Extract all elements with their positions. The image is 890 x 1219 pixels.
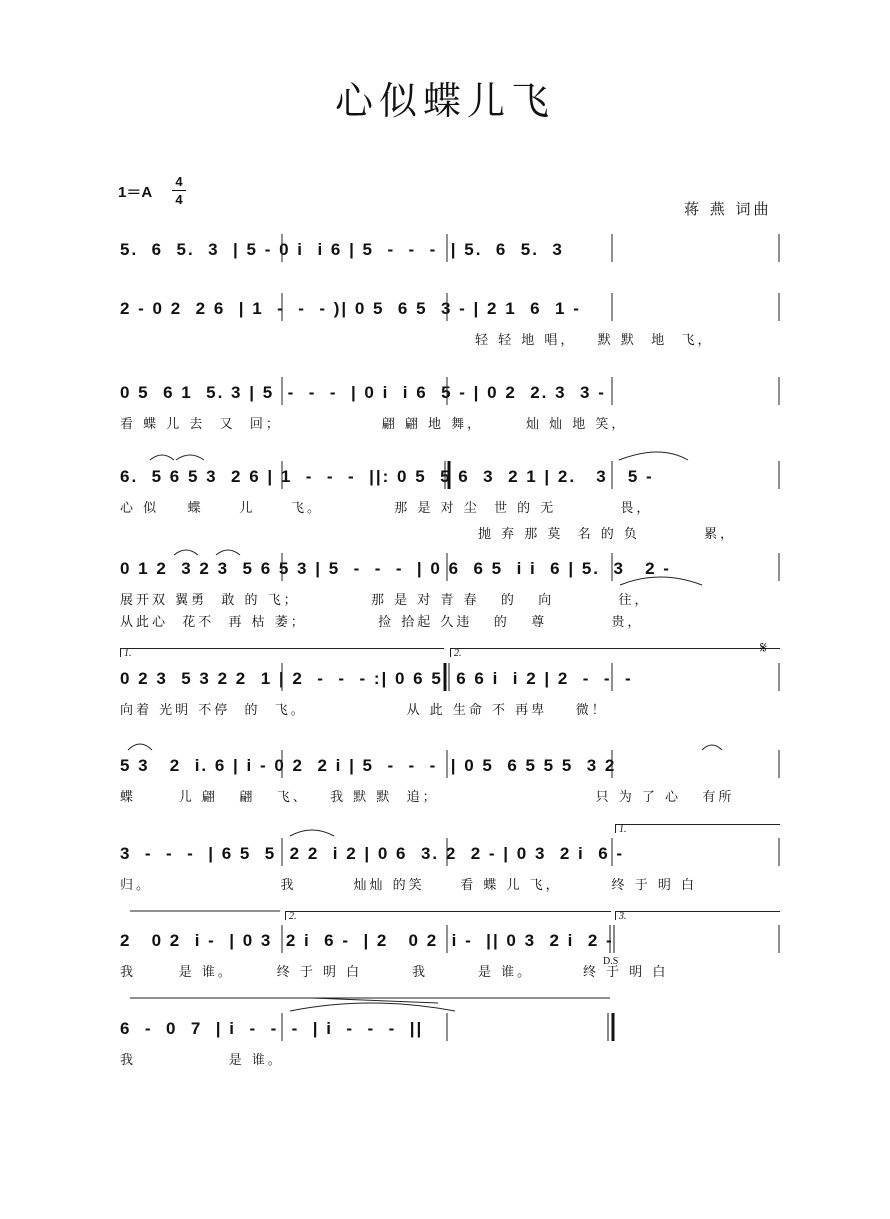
volta-1: 1.: [120, 648, 444, 657]
time-signature-bottom: 4: [175, 192, 183, 207]
lyrics-line-4b: 抛 弃 那 莫 名 的 负 累，: [478, 527, 737, 542]
volta-2-second: 2.: [285, 911, 611, 920]
volta-2: 2.: [450, 648, 780, 657]
lyrics-line-5b: 从此心 花不 再 枯 萎； 捡 拾起 久违 的 尊 贵，: [120, 615, 644, 630]
notes-line-1: 5. 6 5. 3 | 5 - 0 i i 6 | 5 - - - | 5. 6 5. 3: [120, 240, 564, 259]
lyrics-line-7: 蝶 儿 翩 翩 飞、 我 默 默 追； 只 为 了 心 有所: [120, 790, 735, 805]
notes-line-6: 0 2 3 5 3 2 2 1 | 2 - - - :| 0 6 5 6 6 i i 2 | 2 - - -: [120, 669, 633, 688]
notes-line-7: 5 3 2 i. 6 | i - 0 2 2 i | 5 - - - | 0 5 6 5 5 5 3 2: [120, 756, 617, 775]
author-credit: 蒋 燕 词曲: [684, 200, 772, 218]
lyrics-line-10: 我 是 谁。: [120, 1053, 284, 1068]
lyrics-line-6: 向着 光明 不停 的 飞。 从 此 生命 不 再卑 微！: [120, 703, 608, 718]
notes-line-4: 6. 5 6 5 3 2 6 | 1 - - - ||: 0 5 5 6 3 2 1 | 2. 3 5 -: [120, 467, 654, 486]
lyrics-line-8: 归。 我 灿灿 的笑 看 蝶 儿 飞， 终 于 明 白: [120, 878, 697, 893]
song-title: 心似蝶儿飞: [334, 79, 555, 123]
notes-line-8: 3 - - - | 6 5 5 2 2 i 2 | 0 6 3. 2 2 - | 0 3 2 i 6 -: [120, 844, 625, 863]
lyrics-line-3: 看 蝶 儿 去 又 回； 翩 翩 地 舞， 灿 灿 地 笑，: [120, 417, 628, 432]
lyrics-line-9: 我 是 谁。 终 于 明 白 我 是 谁。 终 于 明 白: [120, 965, 669, 980]
notes-line-10: 6 - 0 7 | i - - - | i - - - ||: [120, 1019, 424, 1038]
dal-segno-mark: D.S: [603, 956, 619, 967]
lyrics-line-4a: 心 似 蝶 儿 飞。 那 是 对 尘 世 的 无 畏，: [120, 501, 653, 516]
notes-line-2: 2 - 0 2 2 6 | 1 - - - )| 0 5 6 5 3 - | 2 1 6 1 -: [120, 299, 581, 318]
volta-1-second: 1.: [615, 824, 780, 833]
lyrics-line-5a: 展开双 翼勇 敢 的 飞； 那 是 对 青 春 的 向 往，: [120, 593, 651, 608]
lyrics-line-2: 轻 轻 地 唱， 默 默 地 飞，: [475, 333, 714, 348]
segno-icon: 𝄋: [760, 640, 767, 657]
time-signature-top: 4: [175, 174, 183, 189]
notes-line-9: 2 0 2 i - | 0 3 2 i 6 - | 2 0 2 i - || 0 3 2 i 2 -: [120, 931, 614, 950]
key-signature: 1＝A: [118, 184, 153, 201]
notes-line-3: 0 5 6 1 5. 3 | 5 - - - | 0 i i 6 5 - | 0 2 2. 3 3 -: [120, 383, 606, 402]
volta-3: 3.: [615, 911, 780, 920]
notes-line-5: 0 1 2 3 2 3 5 6 5 3 | 5 - - - | 0 6 6 5 i i 6 | 5. 3 2 -: [120, 559, 671, 578]
